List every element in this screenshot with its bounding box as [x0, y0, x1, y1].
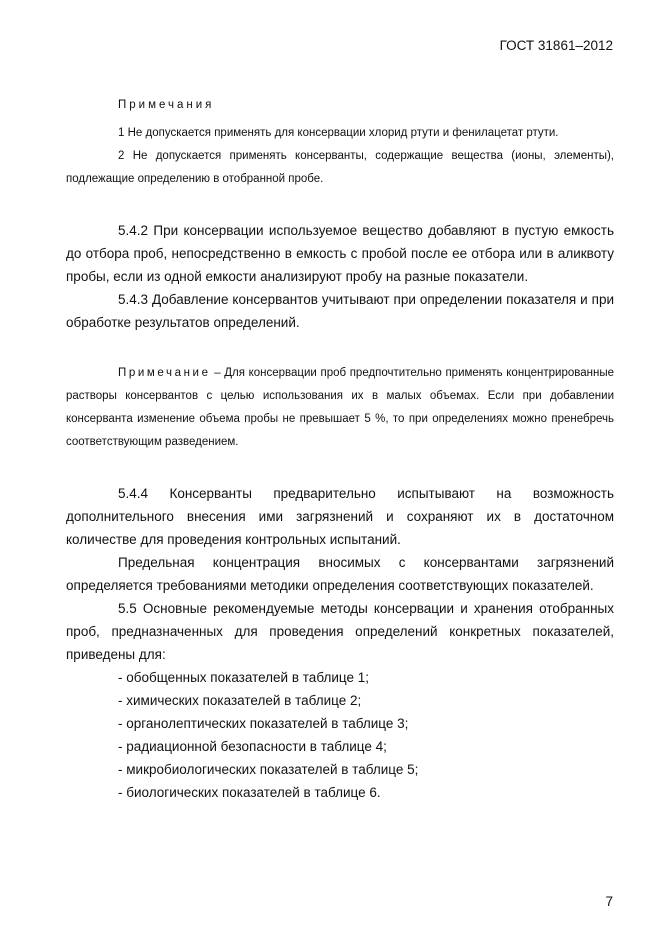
tables-list [66, 666, 614, 804]
list-item: - биологических показателей в таблице 6. [118, 785, 381, 800]
note-label: Примечание [118, 367, 211, 379]
page-content [66, 98, 614, 804]
list-item: - химических показателей в таблице 2; [118, 693, 362, 708]
list-item: - радиационной безопасности в таблице 4; [118, 739, 387, 754]
paragraph-5-4-2: 5.4.2 При консервации используемое вещество добавляют в пустую емкость до отбора проб, непосредственно в емкость с пробой после ее отбора или в аликвоту пробы, если из одной емкости анализируют пробу на разные показатели. [66, 223, 614, 284]
list-item: - обобщенных показателей в таблице 1; [118, 670, 369, 685]
paragraph-5-4-4: 5.4.4 Консерванты предварительно испытывают на возможность дополнительного внесения ими загрязнений и сохраняют их в достаточном количестве для проведения контрольных испытаний. [66, 486, 614, 547]
page-number: 7 [605, 894, 613, 909]
paragraph-5-5: 5.5 Основные рекомендуемые методы консервации и хранения отобранных проб, предназначенных для проведения определений конкретных показателей, приведены для: [66, 601, 614, 662]
notes-title: Примечания [118, 99, 215, 111]
list-item: - органолептических показателей в таблице 3; [118, 716, 409, 731]
note-text: – Для консервации проб предпочтительно применять концентрированные растворы консервантов с целью использования их в малых объемах. Если при добавлении консерванта изменение объема пробы не превышает 5 %, то при определениях можно пренебречь соответствующим разведением. [66, 367, 614, 448]
paragraph-5-4-3: 5.4.3 Добавление консервантов учитывают при определении показателя и при обработке результатов определений. [66, 292, 614, 330]
document-code: ГОСТ 31861–2012 [499, 38, 613, 53]
paragraph-limit-concentration: Предельная концентрация вносимых с консервантами загрязнений определяется требованиями методики определения соответствующих показателей. [66, 555, 614, 593]
note-paragraph [66, 362, 614, 454]
note-item-1: 1 Не допускается применять для консервации хлорид ртути и фенилацетат ртути. [118, 127, 559, 139]
list-item: - микробиологических показателей в таблице 5; [118, 762, 419, 777]
note-item-2: 2 Не допускается применять консерванты, содержащие вещества (ионы, элементы), подлежащие определению в отобранной пробе. [66, 150, 614, 185]
